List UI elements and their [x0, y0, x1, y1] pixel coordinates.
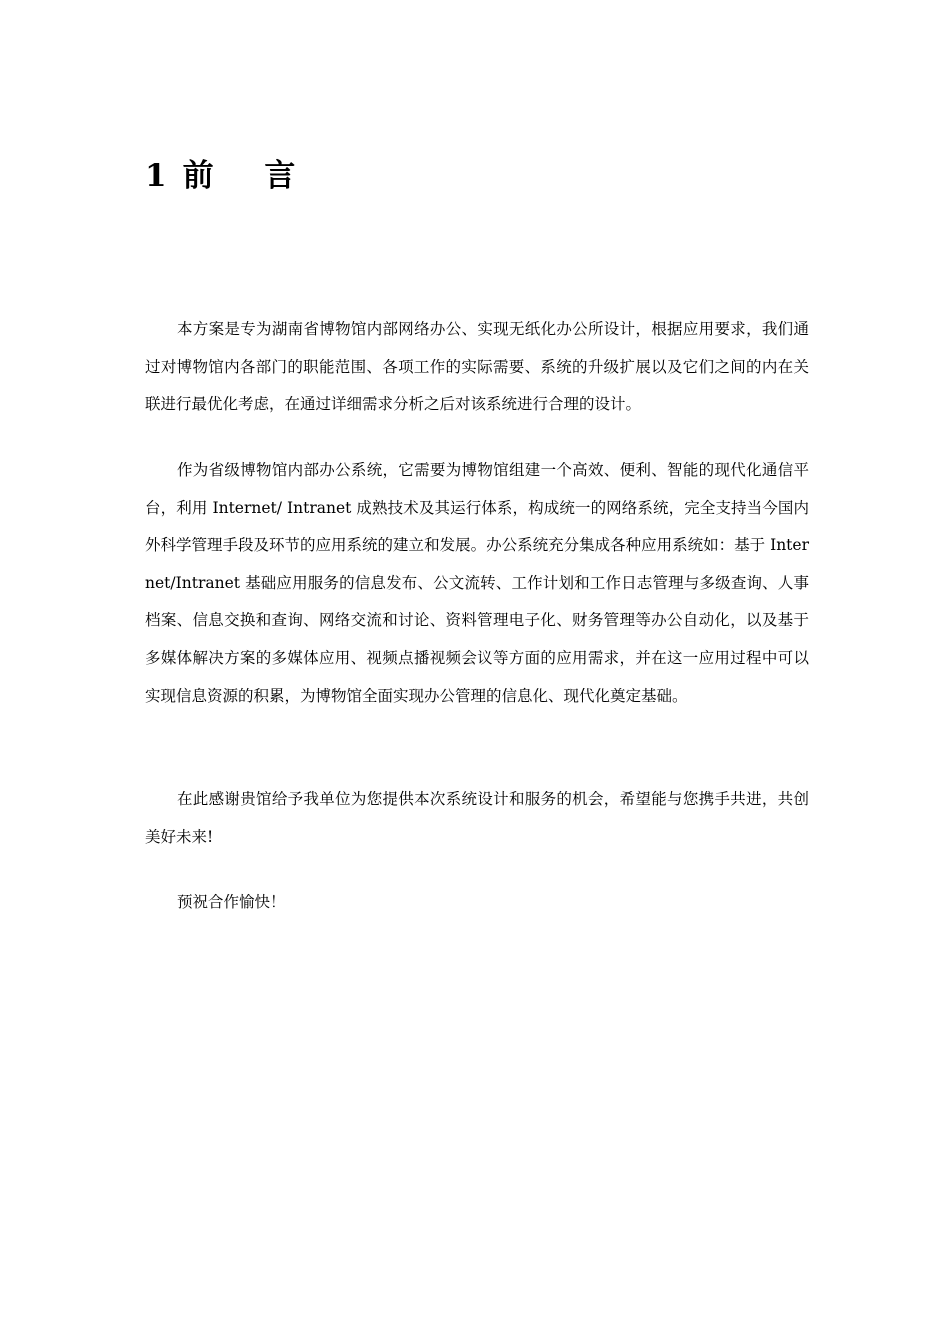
section-number: 1 — [145, 158, 167, 194]
section-title: 前 言 — [182, 158, 316, 194]
section-heading — [145, 154, 315, 198]
system-description-paragraph: 作为省级博物馆内部办公系统，它需要为博物馆组建一个高效、便利、智能的现代化通信平台，利用 Internet/ Intranet 成熟技术及其运行体系，构成统一的网络系统，完全支持当今国内外科学管理手段及环节的应用系统的建立和发展。办公系统充分集成各种应用系统如：基于 Internet/Intranet 基础应用服务的信息发布、公文流转、工作计划和工作日志管理与多级查询、人事档案、信息交换和查询、网络交流和讨论、资料管理电子化、财务管理等办公自动化，以及基于多媒体解决方案的多媒体应用、视频点播视频会议等方面的应用需求，并在这一应用过程中可以实现信息资源的积累，为博物馆全面实现办公管理的信息化、现代化奠定基础。 — [145, 461, 809, 705]
thanks-paragraph: 在此感谢贵馆给予我单位为您提供本次系统设计和服务的机会，希望能与您携手共进，共创美好未来! — [145, 790, 809, 846]
intro-paragraph: 本方案是专为湖南省博物馆内部网络办公、实现无纸化办公所设计，根据应用要求，我们通过对博物馆内各部门的职能范围、各项工作的实际需要、系统的升级扩展以及它们之间的内在关联进行最优化考虑，在通过详细需求分析之后对该系统进行合理的设计。 — [145, 320, 809, 414]
closing-paragraph: 预祝合作愉快！ — [177, 893, 286, 911]
